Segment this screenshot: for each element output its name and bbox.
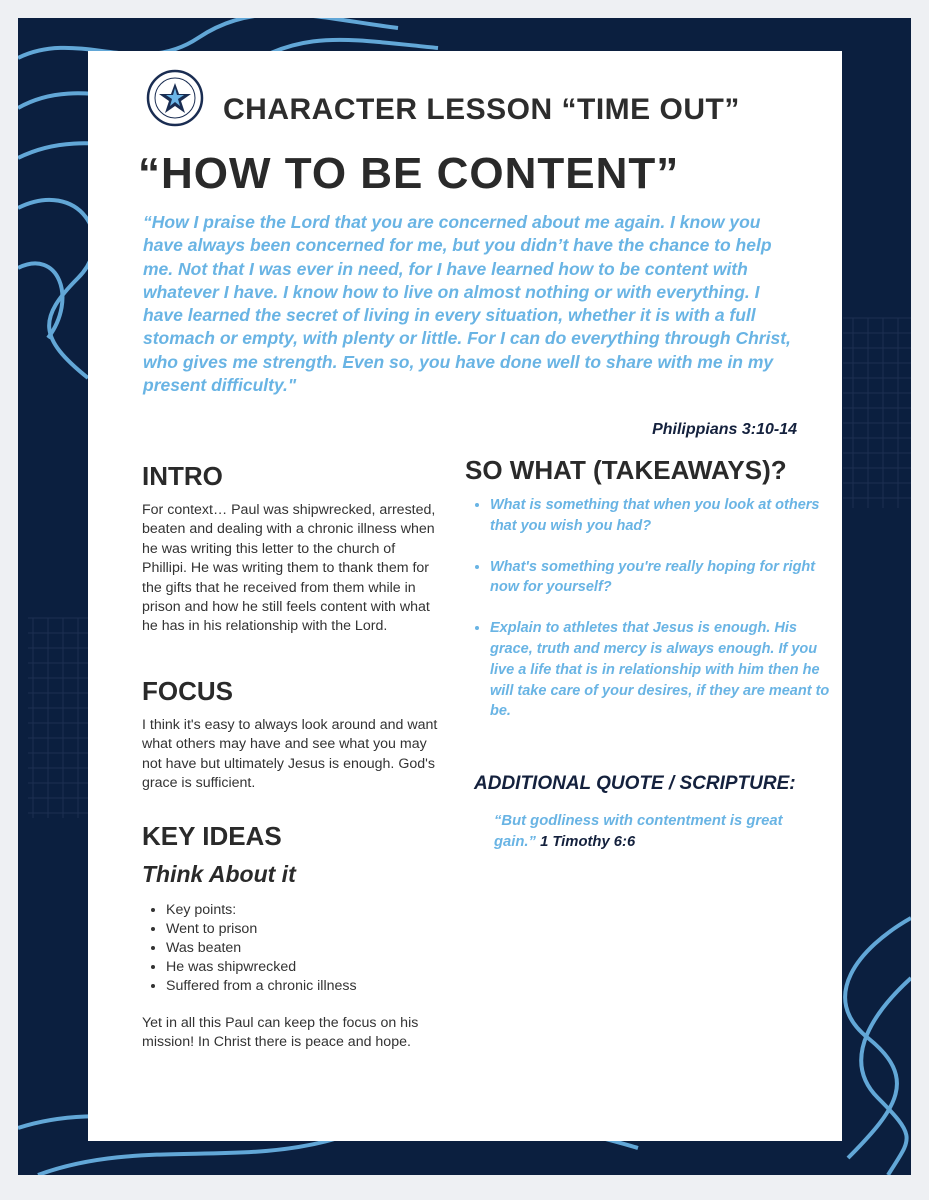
page-frame (18, 18, 911, 1175)
focus-heading: FOCUS (142, 676, 233, 706)
takeaways-list (468, 495, 840, 742)
list-item: • What's something you're really hoping for right now for yourself? (490, 557, 840, 599)
list-item: • Key points: (166, 901, 486, 920)
list-item: • Explain to athletes that Jesus is enough. His grace, truth and mercy is always enough. If you live a life that is in relationship with him then he will take care of your desires, if they are meant to be. (490, 618, 840, 722)
key-points-list (142, 901, 486, 996)
intro-heading: INTRO (142, 461, 223, 491)
list-item: • Went to prison (166, 920, 486, 939)
list-item: • What is something that when you look at others that you wish you had? (490, 495, 840, 537)
list-item: • Suffered from a chronic illness (166, 977, 486, 996)
scripture-quote: “How I praise the Lord that you are concerned about me again. I know you have always been concerned for me, but you didn’t have the chance to help me. Not that I was ever in need, for I have learned how to be content with whatever I have. I know how to live on almost nothing or with everything. I have learned the secret of living in every situation, whether it is with a full stomach or empty, with plenty or little. For I can do everything through Christ, who gives me strength. Even so, you have done well to share with me in my present difficulty." (143, 212, 791, 396)
additional-quote-text: “But godliness with contentment is great gain.” (494, 813, 783, 850)
key-ideas-heading: KEY IDEAS (142, 821, 282, 851)
list-item: • Was beaten (166, 939, 486, 958)
stars-basketball-logo-icon (146, 69, 204, 127)
additional-heading: ADDITIONAL QUOTE / SCRIPTURE: (474, 773, 796, 794)
additional-reference: 1 Timothy 6:6 (540, 834, 636, 850)
intro-text: For context… Paul was shipwrecked, arrested, beaten and dealing with a chronic illness when he was writing this letter to the church of Phillipi. He was writing them to thank them for the gifts that he received from them while in prison and how he still feels content with what he has in his relationship with the Lord. (142, 502, 436, 635)
closing-text: Yet in all this Paul can keep the focus on his mission! In Christ there is peace and hope. (142, 1015, 419, 1051)
takeaways-heading: SO WHAT (TAKEAWAYS)? (465, 455, 787, 485)
focus-text: I think it's easy to always look around and want what others may have and see what you may not have but ultimately Jesus is enough. God's grace is sufficient. (142, 717, 438, 792)
think-about-it-subheading: Think About it (142, 861, 296, 887)
additional-quote (494, 811, 824, 853)
lesson-title: “HOW TO BE CONTENT” (138, 149, 680, 198)
lesson-subtitle: CHARACTER LESSON “TIME OUT” (223, 93, 740, 126)
scripture-reference: Philippians 3:10-14 (652, 421, 797, 438)
lesson-sheet (88, 51, 842, 1141)
list-item: • He was shipwrecked (166, 958, 486, 977)
